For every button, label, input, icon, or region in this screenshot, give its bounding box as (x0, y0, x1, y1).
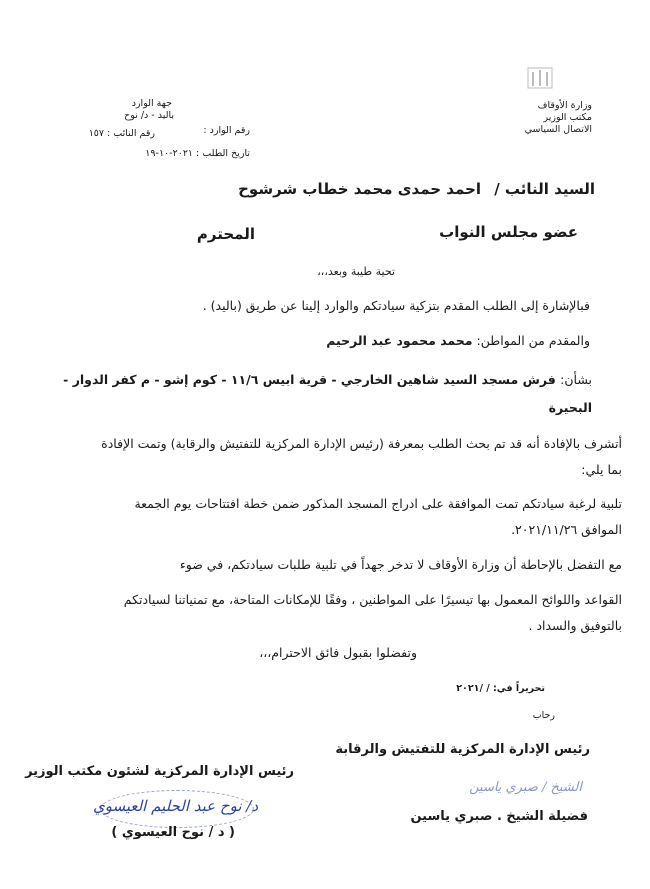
left-signature-handwritten: د/ نوح عبد الحليم العيسوي (92, 797, 258, 815)
addressee-position: عضو مجلس النواب (439, 223, 578, 241)
emblem-icon (525, 62, 555, 92)
ministry-name: وزارة الأوقاف (537, 100, 592, 111)
right-signature-name: فضيلة الشيخ . صبري ياسين (410, 809, 588, 824)
addressee-honorific: المحترم (196, 225, 255, 243)
paragraph-approval-line1: تلبية لرغبة سيادتكم تمت الموافقة على ادراج المسجد المذكور ضمن خطة افتتاحات يوم الجمعة (134, 496, 622, 511)
ministry-header (502, 100, 592, 136)
citizen-name: محمد محمود عبد الرحيم (326, 333, 473, 348)
paragraph-closing-line3: بالتوفيق والسداد . (528, 618, 622, 633)
typist-initials: رحاب (532, 710, 555, 721)
deputy-number: رقم النائب : ١٥٧ (88, 128, 155, 139)
addressee-name: احمد حمدى محمد خطاب شرشوح (238, 180, 481, 198)
sender-box (60, 98, 260, 168)
paragraph-closing-line1: مع التفضل بالإحاطة أن وزارة الأوقاف لا تدخر جهداً في تلبية طلبات سيادتكم، في ضوء (179, 557, 622, 572)
subject-line2: البحيرة (548, 400, 592, 415)
delivery-method: باليد - د/ نوح (124, 110, 174, 121)
paragraph-subject (52, 372, 592, 387)
left-signature-title: رئيس الإدارة المركزية لشئون مكتب الوزير (25, 764, 294, 779)
incoming-number: رقم الوارد : (203, 125, 250, 136)
closing-salutation: وتفضلوا بقبول فائق الاحترام،،، (259, 645, 417, 660)
paragraph-citizen (70, 333, 590, 348)
paragraph-approval-line2: الموافق ٢٠٢١/١١/٢٦. (511, 522, 622, 537)
addressee-line (55, 180, 595, 198)
date-line: تحريراً في: / /٢٠٢١ (456, 683, 545, 694)
paragraph-result-line2: بما يلي: (581, 462, 622, 477)
paragraph-result-line1: أتشرف بالإفادة أنه قد تم بحث الطلب بمعرفة (رئيس الإدارة المركزية للتفتيش والرقابة) وتمت الإفادة (101, 436, 622, 451)
request-date: تاريخ الطلب : ٢٠٢١-١٠-١٩ (145, 148, 250, 159)
office-name: مكتب الوزير (543, 112, 592, 123)
paragraph-closing-line2: القواعد واللوائح المعمول بها تيسيرًا على المواطنين ، وفقًا للإمكانات المتاحة، مع تمنياتنا لسيادتكم (123, 592, 622, 607)
addressee-title: السيد النائب / (494, 180, 595, 198)
ministry-logo (525, 62, 555, 92)
sender-title: جهة الوارد (131, 98, 172, 109)
department-name: الاتصال السياسي (524, 124, 592, 135)
paragraph-reference: فبالإشارة إلى الطلب المقدم بتزكية سيادتكم والوارد إلينا عن طريق (باليد) . (202, 298, 590, 313)
citizen-label: والمقدم من المواطن: (476, 333, 590, 348)
subject-line1: فرش مسجد السيد شاهين الخارجي - قرية ابيس ١١/٦ - كوم إشو - م كفر الدوار - (63, 372, 556, 387)
subject-label: بشأن: (560, 372, 592, 387)
right-signature-stamp: الشيخ / صبري ياسين (469, 780, 582, 795)
greeting: تحية طيبة وبعد،،، (317, 265, 395, 278)
left-signature-name: ( د / نوح العيسوي ) (111, 825, 235, 840)
right-signature-title: رئيس الإدارة المركزية للتفتيش والرقابة (335, 742, 590, 757)
